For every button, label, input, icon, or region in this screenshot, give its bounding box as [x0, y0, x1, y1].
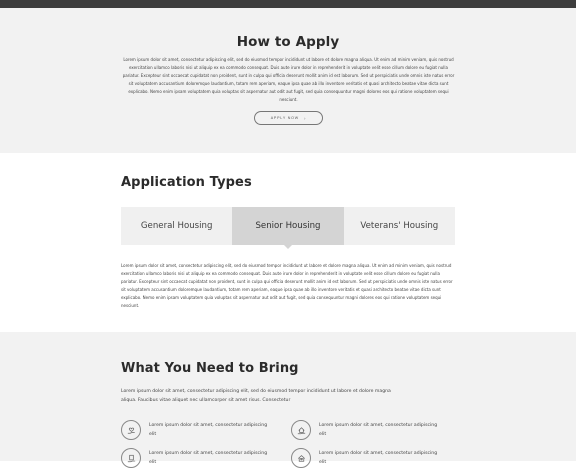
tab-label: General Housing [140, 221, 213, 231]
what-to-bring-heading: What You Need to Bring [121, 361, 299, 376]
tab-label: Senior Housing [255, 221, 321, 231]
how-to-apply-heading: How to Apply [236, 34, 340, 50]
home-heart-icon [291, 448, 311, 468]
chevron-right-icon: › [303, 115, 307, 121]
what-to-bring-text: Lorem ipsum dolor sit amet, consectetur adipiscing elit, sed do eiusmod tempor incididunt ut labore et dolore magna aliqua. Faucibus vitae aliquet nec ullamcorper sit amet risus. Consectetur [121, 389, 391, 403]
how-to-apply-text: Lorem ipsum dolor sit amet, consectetur adipiscing elit, sed do eiusmod tempor incididunt ut labore et dolore magna aliqua. Ut enim ad minim veniam, quis nostrud exercitation ullamco laboris nisi ut aliquip ex ea commodo consequat. Duis aute irure dolor in reprehenderit in voluptate velit esse cillum dolore eu fugiat nulla pariatur. Excepteur sint occaecat cupidatat non proident, sunt in culpa qui officia deserunt mollit anim id est laborum. Sed ut perspiciatis unde omnis iste natus error sit voluptatem accusantium doloremque laudantium, totam rem aperiam, eaque ipsa quae ab illo inventore veritatis et quasi architecto beatae vitae dicta sunt explicabo. Nemo enim ipsam voluptatem quia voluptas sit aspernatur aut odit aut fugit, sed quia consequuntur magni dolores eos qui ratione voluptatem sequi nesciunt. [122, 57, 455, 102]
list-item-text: Lorem ipsum dolor sit amet, consectetur adipiscing elit [149, 451, 268, 465]
apply-now-button[interactable] [254, 111, 323, 125]
heart-hand-icon [121, 420, 141, 440]
top-bar [0, 0, 576, 8]
application-type-tabs [121, 207, 455, 245]
tab-general-housing[interactable] [121, 207, 232, 245]
tab-veterans-housing[interactable] [344, 207, 455, 245]
list-item [121, 420, 269, 440]
application-types-heading: Application Types [121, 175, 252, 190]
list-item [291, 420, 439, 440]
application-type-text: Lorem ipsum dolor sit amet, consectetur adipiscing elit, sed do eiusmod tempor incididunt ut labore et dolore magna aliqua. Ut enim ad minim veniam, quis nostrud exercitation ullamco laboris nisi ut aliquip ex ea commodo consequat. Duis aute irure dolor in reprehenderit in voluptate velit esse cillum dolore eu fugiat nulla pariatur. Excepteur sint occaecat cupidatat non proident, sunt in culpa qui officia deserunt mollit anim id est laborum. Sed ut perspiciatis unde omnis iste natus error sit voluptatem accusantium doloremque laudantium, totam rem aperiam, eaque ipsa quae ab illo inventore veritatis et quasi architecto beatae vitae dicta sunt explicabo. Nemo enim ipsam voluptatem quia voluptas sit aspernatur aut odit aut fugit, sed quia consequuntur magni dolores eos qui ratione voluptatem sequi nesciunt. [121, 263, 453, 308]
list-item-text: Lorem ipsum dolor sit amet, consectetur adipiscing elit [319, 451, 438, 465]
what-to-bring-section [0, 332, 576, 465]
list-item-text: Lorem ipsum dolor sit amet, consectetur adipiscing elit [319, 423, 438, 437]
tab-senior-housing[interactable] [232, 207, 343, 245]
list-item [121, 448, 269, 468]
list-item-text: Lorem ipsum dolor sit amet, consectetur adipiscing elit [149, 423, 268, 437]
apply-now-label: APPLY NOW [270, 116, 299, 120]
tab-label: Veterans' Housing [360, 221, 439, 231]
how-to-apply-section [0, 8, 576, 153]
house-hand-icon [291, 420, 311, 440]
list-item [291, 448, 439, 468]
document-hand-icon [121, 448, 141, 468]
